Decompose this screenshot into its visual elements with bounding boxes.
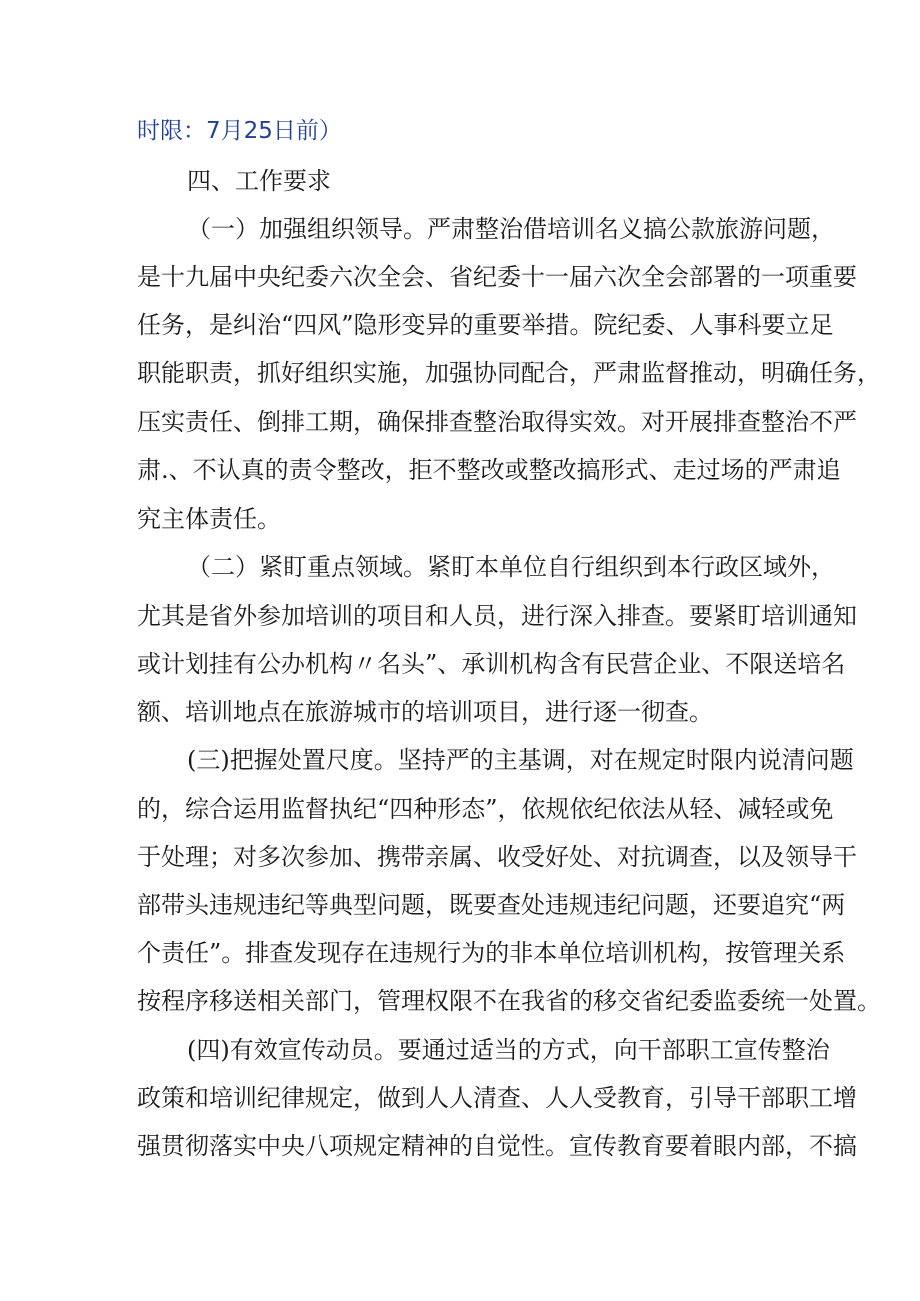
paragraph-4-line-1: (四)有效宣传动员。要通过适当的方式，向干部职工宣传整治: [187, 1036, 830, 1064]
paragraph-3-line-6: 按程序移送相关部门，管理权限不在我省的移交省纪委监委统一处置。: [137, 987, 881, 1015]
paragraph-3-line-2: 的，综合运用监督执纪“四种形态”，依规依纪依法从轻、减轻或免: [137, 795, 834, 823]
paragraph-2-line-3: 或计划挂有公办机构〃名头”、承训机构含有民营企业、不限送培名: [137, 650, 846, 678]
paragraph-2-line-1: （二）紧盯重点领域。紧盯本单位自行组织到本行政区域外，: [187, 553, 835, 581]
paragraph-1-line-7: 究主体责任。: [137, 505, 281, 533]
section-heading: 四、工作要求: [187, 167, 331, 195]
paragraph-2-line-4: 额、培训地点在旅游城市的培训项目，进行逐一彻查。: [137, 698, 713, 726]
paragraph-4-line-3: 强贯彻落实中央八项规定精神的自觉性。宣传教育要着眼内部，不搞: [137, 1132, 857, 1160]
paragraph-1-line-3: 任务，是纠治“四风”隐形变异的重要举措。院纪委、人事科要立足: [137, 311, 834, 339]
paragraph-1-line-4: 职能职责，抓好组织实施，加强协同配合，严肃监督推动，明确任务，: [137, 359, 881, 387]
paragraph-1-line-2: 是十九届中央纪委六次全会、省纪委十一届六次全会部署的一项重要: [137, 263, 857, 291]
paragraph-3-line-4: 部带头违规违纪等典型问题，既要查处违规违纪问题，还要追究“两: [137, 891, 846, 919]
deadline-line: 时限：7月25日前）: [137, 118, 342, 144]
paragraph-4-line-2: 政策和培训纪律规定，做到人人清查、人人受教育，引导干部职工增: [137, 1084, 857, 1112]
paragraph-3-line-1: (三)把握处置尺度。坚持严的主基调，对在规定时限内说清问题: [187, 746, 854, 774]
paragraph-1-line-6: 肃.、不认真的责令整改，拒不整改或整改搞形式、走过场的严肃追: [137, 456, 841, 484]
paragraph-3-line-3: 于处理；对多次参加、携带亲属、收受好处、对抗调查，以及领导干: [137, 843, 857, 871]
paragraph-3-line-5: 个责任”。排查发现存在违规行为的非本单位培训机构，按管理关系: [137, 939, 846, 967]
paragraph-1-line-1: （一）加强组织领导。严肃整治借培训名义搞公款旅游问题，: [187, 215, 835, 243]
paragraph-2-line-2: 尤其是省外参加培训的项目和人员，进行深入排查。要紧盯培训通知: [137, 602, 857, 630]
paragraph-1-line-5: 压实责任、倒排工期，确保排查整治取得实效。对开展排查整治不严: [137, 408, 857, 436]
